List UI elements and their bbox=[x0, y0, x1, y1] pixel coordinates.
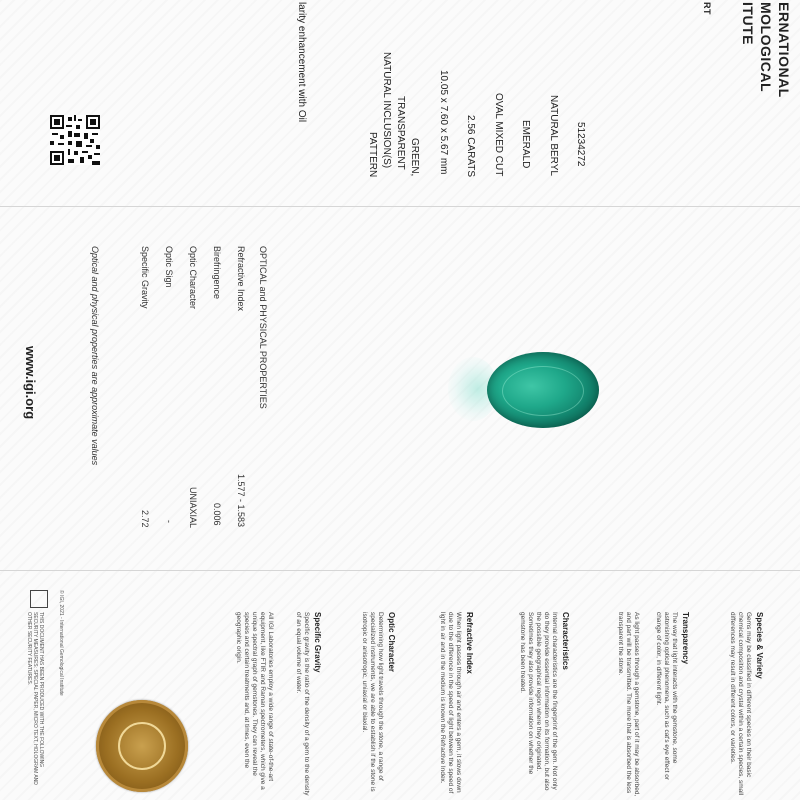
info-refractive-text: When light passes through air and enters a gem, it slows down due to the difference in the speed of light between the speed of light in air and in the medium is known the Refractive Index. bbox=[439, 612, 462, 794]
info-sg-title: Specific Gravity bbox=[313, 612, 322, 673]
carat-weight: 2.56 CARATS bbox=[465, 115, 476, 178]
info-transparency-text: The way that light interacts with the gemstone, some astonishing optical phenomena, such as cat's eye effect or change of color, in different light. bbox=[655, 612, 678, 781]
info-species-title: Species & Variety bbox=[755, 612, 764, 679]
info-refractive-title: Refractive Index bbox=[465, 612, 474, 674]
property-label-optic-character: Optic Character bbox=[188, 246, 198, 310]
shape-cut: OVAL MIXED CUT bbox=[493, 93, 504, 177]
seal-emblem-icon bbox=[118, 722, 166, 770]
property-label-birefringence: Birefringence bbox=[212, 246, 222, 300]
info-characteristics-title: Characteristics bbox=[561, 612, 570, 670]
property-value-specific-gravity: 2.72 bbox=[140, 510, 150, 528]
info-transparency-title: Transparency bbox=[681, 612, 690, 665]
institute-name-line1: ERNATIONAL bbox=[776, 2, 792, 98]
report-type-suffix: RT bbox=[702, 2, 712, 15]
gem-species: EMERALD bbox=[520, 120, 531, 169]
gem-facet-outline bbox=[502, 366, 584, 416]
info-species-text: Gems may be classified in different species on their basic chemical composition and crystal within a certain species, small differences may result in different colors, or varieties. bbox=[729, 612, 752, 796]
property-value-optic-character: UNIAXIAL bbox=[188, 487, 198, 529]
info-transparency-text2: As light passes through a gemstone, part of it may be absorbed, and part will be transmitted. The more that is absorbed the less transparent the stone. bbox=[617, 612, 640, 797]
fold-line-bottom bbox=[0, 570, 800, 571]
property-label-specific-gravity: Specific Gravity bbox=[140, 246, 150, 309]
info-characteristics-text: Internal characteristics are the fingerprint of the gem. Not only do they provide essential information on its formation, but also the possible geographical region where they originated. Sometimes they also provide information on whether the gemstone has been treated. bbox=[519, 612, 558, 791]
property-value-birefringence: 0.006 bbox=[212, 503, 222, 526]
measurements: 10.05 x 7.60 x 5.67 mm bbox=[438, 70, 449, 175]
igi-logo-icon bbox=[30, 590, 48, 608]
info-sg-text: Specific gravity is the ratio of the density of a gem to the density of an equal volume of water. bbox=[295, 612, 310, 796]
info-lab-text: All IGI Laboratories employ a wide range of state-of-the-art equipment, like FTIR and Raman spectrometers, which give a unique spectral graph of gemstones. They can reveal the species and certain treatments and, at times, even the geographic origin. bbox=[235, 612, 274, 790]
enhancement-comment: larity enhancement with Oil bbox=[296, 2, 307, 123]
property-label-refractive-index: Refractive Index bbox=[236, 246, 246, 312]
info-optic-text: Determining how light travels through the stone, a range of specialized instruments, we are able to establish if the stone is isotropic or anisotropic, uniaxial or biaxial. bbox=[361, 612, 384, 792]
report-number: 51234272 bbox=[575, 122, 586, 167]
properties-disclaimer: Optical and physical properties are approximate values bbox=[90, 246, 100, 466]
property-value-refractive-index: 1.577 - 1.583 bbox=[236, 474, 246, 528]
institute-name-line2: MOLOGICAL bbox=[758, 2, 774, 93]
comments-line1: NATURAL INCLUSION(S) bbox=[381, 52, 392, 169]
property-value-optic-sign: - bbox=[164, 520, 174, 523]
qr-code bbox=[50, 115, 100, 165]
institute-name-line3: ITUTE bbox=[740, 2, 756, 45]
property-label-optic-sign: Optic Sign bbox=[164, 246, 174, 288]
info-optic-title: Optic Character bbox=[387, 612, 396, 673]
gem-color: GREEN, bbox=[409, 138, 420, 177]
fold-line-top bbox=[0, 206, 800, 207]
fine-print: THIS DOCUMENT HAS BEEN PRODUCED WITH THE FOLLOWING SECURITY MEASURES: SPECIAL PAPER, MICRO TEXT, HOLOGRAM AND OTHER SECURITY FEATURES. bbox=[26, 612, 44, 785]
gem-description: NATURAL BERYL bbox=[548, 95, 559, 176]
copyright-text: © IGI, 2021 - International Gemological Institute bbox=[58, 590, 64, 696]
website-link[interactable]: www.igi.org bbox=[23, 346, 38, 420]
properties-section-title: OPTICAL and PHYSICAL PROPERTIES bbox=[258, 246, 268, 409]
comments-line2: PATTERN bbox=[367, 132, 378, 178]
gem-transparency: TRANSPARENT bbox=[395, 96, 406, 170]
